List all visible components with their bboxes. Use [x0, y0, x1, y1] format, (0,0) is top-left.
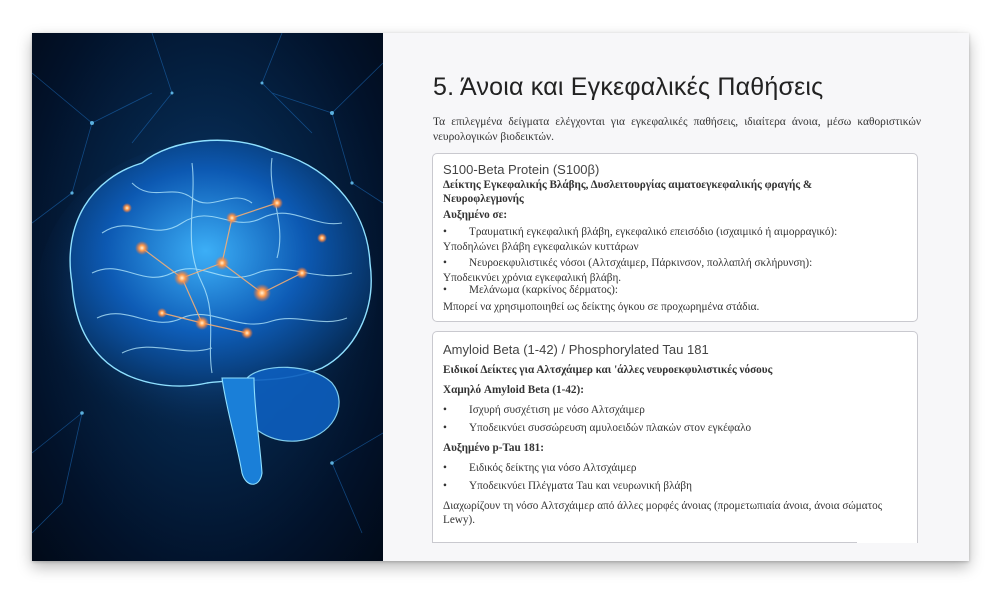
intro-text: Τα επιλεγμένα δείγματα ελέγχονται για εγκεφαλικές παθήσεις, ιδιαίτερα άνοια, μέσω καθοριστικών νευρολογικών βιοδεικτών.: [433, 116, 921, 143]
bullet-icon: •: [443, 257, 447, 269]
card-subtitle: Ειδικοί Δείκτες για Αλτσχάιμερ και 'άλλες νευροεκφυλιστικές νόσους: [443, 364, 773, 376]
divider: [432, 542, 857, 543]
list-item: • Ισχυρή συσχέτιση με νόσο Αλτσχάιμερ: [443, 404, 645, 416]
list-item: • Ειδικός δείκτης για νόσο Αλτσχάιμερ: [443, 462, 637, 474]
bullet-icon: •: [443, 226, 447, 238]
card-title: Amyloid Beta (1-42) / Phosphorylated Tau 181: [443, 342, 709, 357]
list-item: • Υποδεικνύει συσσώρευση αμυλοειδών πλακών στον εγκέφαλο: [443, 422, 752, 434]
card-subtitle: Δείκτης Εγκεφαλικής Βλάβης, Δυσλειτουργίας αιματοεγκεφαλικής φραγής & Νευροφλεγμονής: [443, 179, 813, 205]
list-item-note: Υποδεικνύει χρόνια εγκεφαλική βλάβη.: [443, 272, 622, 284]
section-label: Αυξημένο p-Tau 181:: [443, 442, 544, 454]
list-item-note: Υποδηλώνει βλάβη εγκεφαλικών κυττάρων: [443, 241, 639, 253]
section-label: Αυξημένο σε:: [443, 209, 508, 221]
bullet-icon: •: [443, 462, 447, 474]
list-item-note: Μπορεί να χρησιμοποιηθεί ως δείκτης όγκου σε προχωρημένα στάδια.: [443, 301, 760, 313]
bullet-icon: •: [443, 404, 447, 416]
brain-icon: [32, 33, 383, 561]
section-label: Χαμηλό Amyloid Beta (1-42):: [443, 384, 584, 396]
list-item: • Υποδεικνύει Πλέγματα Tau και νευρωνική βλάβη: [443, 480, 692, 492]
list-item: • Μελάνωμα (καρκίνος δέρματος):: [443, 284, 619, 296]
brain-image: [32, 33, 383, 561]
bullet-icon: •: [443, 284, 447, 296]
bullet-icon: •: [443, 480, 447, 492]
list-item: • Τραυματική εγκεφαλική βλάβη, εγκεφαλικό επεισόδιο (ισχαιμικό ή αιμορραγικό):: [443, 226, 838, 238]
list-item: • Νευροεκφυλιστικές νόσοι (Αλτσχάιμερ, Πάρκινσον, πολλαπλή σκλήρυνση):: [443, 257, 813, 269]
slide: [32, 33, 969, 561]
conclusion-text: Διαχωρίζουν τη νόσο Αλτσχάιμερ από άλλες μορφές άνοιας (προμετωπιαία άνοια, άνοια σώματος Lewy).: [443, 500, 883, 526]
bullet-icon: •: [443, 422, 447, 434]
card-title: S100-Beta Protein (S100β): [443, 162, 600, 177]
card-s100-beta: [432, 153, 918, 322]
slide-title: 5. Άνοια και Εγκεφαλικές Παθήσεις: [433, 73, 824, 101]
card-amyloid-tau: [432, 331, 918, 543]
content-panel: [383, 33, 969, 561]
